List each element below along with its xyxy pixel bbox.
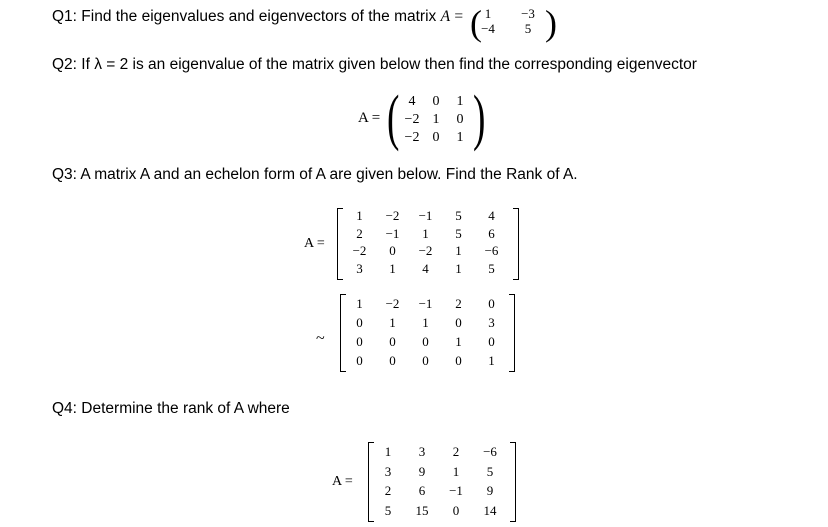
q2-cell: −2 xyxy=(404,112,420,127)
q2-cell: 0 xyxy=(456,112,464,127)
q3-matrix-cells-cell: 1 xyxy=(389,260,396,276)
q4-matrix-cells-cell: −1 xyxy=(449,483,463,498)
q4-matrix-cells-cell: 5 xyxy=(486,463,494,479)
q3-matrix-cells-cell: 5 xyxy=(488,260,495,276)
q3-echelon-cells-cell: 1 xyxy=(488,353,495,368)
q2-cell: 4 xyxy=(408,94,416,109)
q3-matrix-cells-cell: −6 xyxy=(484,243,499,258)
q3-echelon-right-bracket xyxy=(509,294,515,372)
q3-echelon-cells-cell: 2 xyxy=(455,296,462,311)
q1-matrix-name: A xyxy=(440,8,451,25)
q4-matrix-cells-cell: 2 xyxy=(452,444,460,459)
q3-matrix-cells-cell: 4 xyxy=(422,260,429,276)
q3-echelon-cells-cell: 1 xyxy=(356,296,363,311)
q2-cell: 1 xyxy=(432,112,440,127)
q4-matrix-cells-cell: 2 xyxy=(384,483,392,498)
q4-matrix-cells-cell: 5 xyxy=(384,502,392,518)
q1-prompt: Q1: Find the eigenvalues and eigenvectors of the matrix xyxy=(52,8,437,25)
q1-cell: −3 xyxy=(521,6,535,21)
q4-matrix-cells-cell: 9 xyxy=(486,483,494,498)
q3-echelon-cells-cell: 0 xyxy=(488,296,495,311)
q3-echelon-cells-cell: 0 xyxy=(356,334,363,349)
q4-matrix-cells-cell: −6 xyxy=(483,444,497,459)
q2-cell: 0 xyxy=(432,130,440,145)
q3-label: A = xyxy=(304,236,325,251)
q4-matrix-cells-cell: 15 xyxy=(415,502,429,518)
q3-echelon-cells-cell: 1 xyxy=(455,334,462,349)
q3-matrix-cells-cell: 1 xyxy=(422,225,429,241)
q3-text: Q3: A matrix A and an echelon form of A are given below. Find the Rank of A. xyxy=(52,166,578,183)
q3-matrix-cells-cell: 0 xyxy=(389,243,396,258)
q3-echelon-cells-cell: 0 xyxy=(356,315,363,330)
q3-echelon-cells-cell: 0 xyxy=(488,334,495,349)
q3-echelon-cells-cell: 0 xyxy=(455,353,462,368)
q3-echelon-cells-cell: 0 xyxy=(455,315,462,330)
q3-echelon-cells-cell: 0 xyxy=(422,334,429,349)
equivalence-tilde: ~ xyxy=(316,330,325,347)
q4-label: A = xyxy=(332,474,353,489)
q3-echelon-cells-cell: 0 xyxy=(389,334,396,349)
q3-echelon-cells-cell: 3 xyxy=(488,315,495,330)
q3-echelon-cells-cell: 1 xyxy=(422,315,429,330)
q3-matrix-cells-cell: 3 xyxy=(356,260,363,276)
q4-matrix-cells-cell: 6 xyxy=(418,483,426,498)
q1-cell: −4 xyxy=(481,21,495,36)
q3-echelon-cells-cell: 0 xyxy=(389,353,396,368)
q3-echelon-cells-cell: 0 xyxy=(422,353,429,368)
q4-matrix-cells-cell: 3 xyxy=(418,444,426,459)
q3-matrix-cells-cell: 1 xyxy=(356,208,363,223)
q2-right-paren: ) xyxy=(473,84,486,152)
q3-matrix-cells-cell: −1 xyxy=(418,208,433,223)
q1-cell: 1 xyxy=(484,6,492,21)
q3-echelon-cells-cell: −2 xyxy=(385,296,400,311)
q4-matrix-cells-cell: 9 xyxy=(418,463,426,479)
q4-text: Q4: Determine the rank of A where xyxy=(52,400,290,417)
q2-text: Q2: If λ = 2 is an eigenvalue of the matrix given below then find the corresponding eigenvector xyxy=(52,56,697,73)
q3-matrix-cells-cell: 5 xyxy=(455,208,462,223)
q2-label: A = xyxy=(358,110,381,126)
q3-matrix-cells-cell: −2 xyxy=(418,243,433,258)
q3-matrix-cells-cell: 1 xyxy=(455,260,462,276)
q3-matrix-cells-cell: −2 xyxy=(352,243,367,258)
q1-right-paren: ) xyxy=(545,3,557,43)
q3-echelon-cells-cell: 1 xyxy=(389,315,396,330)
q4-right-bracket xyxy=(510,442,516,522)
q3-matrix-cells-cell: 6 xyxy=(488,225,495,241)
q2-cell: 0 xyxy=(432,94,440,109)
q3-matrix-cells-cell: 5 xyxy=(455,225,462,241)
q2-left-paren: ( xyxy=(387,84,400,152)
q4-matrix-cells-cell: 3 xyxy=(384,463,392,479)
q1-cell: 5 xyxy=(524,21,532,36)
q2-cell: 1 xyxy=(456,94,464,109)
q4-matrix-cells-cell: 1 xyxy=(452,463,460,479)
q1-text xyxy=(52,8,463,26)
q1-equals: = xyxy=(454,8,464,25)
q4-matrix-cells-cell: 14 xyxy=(483,502,497,518)
q3-matrix-cells-cell: 4 xyxy=(488,208,495,223)
q1-left-paren: ( xyxy=(470,3,482,43)
q3-echelon-cells-cell: −1 xyxy=(418,296,433,311)
q2-cell: 1 xyxy=(456,130,464,145)
q3-echelon-cells-cell: 0 xyxy=(356,353,363,368)
q2-cell: −2 xyxy=(404,130,420,145)
q4-matrix-cells-cell: 0 xyxy=(452,502,460,518)
q3-matrix-cells-cell: 1 xyxy=(455,243,462,258)
q3-matrix-cells-cell: −2 xyxy=(385,208,400,223)
q3-matrix-cells-cell: 2 xyxy=(356,225,363,241)
q3-matrix-cells-cell: −1 xyxy=(385,225,400,241)
q3-right-bracket xyxy=(513,208,519,280)
q4-matrix-cells-cell: 1 xyxy=(384,444,392,459)
